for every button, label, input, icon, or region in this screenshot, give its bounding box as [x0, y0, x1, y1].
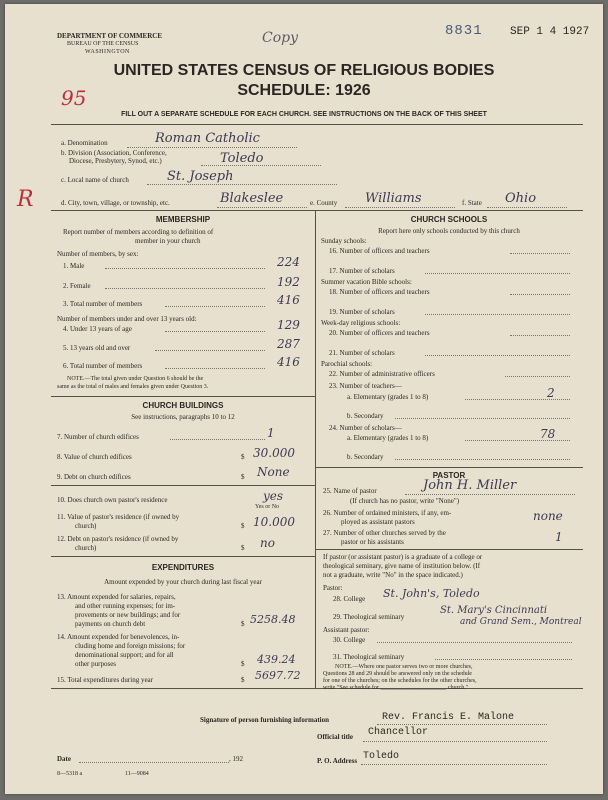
date-label: Date [57, 755, 71, 763]
pastor-note-2: Questions 28 and 29 should be answered only on the schedule [323, 671, 472, 677]
city-label: d. City, town, village, or township, etc. [61, 199, 170, 207]
q2-value: 192 [277, 275, 300, 289]
column-divider [315, 210, 316, 688]
q16-label: 16. Number of officers and teachers [329, 247, 430, 255]
city-value: Blakeslee [220, 191, 284, 206]
pastor-note-3: for one of the churches; on the schedules for the other churches, [323, 678, 477, 684]
q9-dollar: $ [241, 473, 245, 481]
fill-line [127, 147, 297, 148]
fill-line [510, 253, 570, 254]
yes-no-hint: Yes or No [255, 504, 280, 510]
buildings-title: CHURCH BUILDINGS [142, 401, 224, 410]
q14-dollar: $ [241, 660, 245, 668]
graduate-note-2: theological seminary, give name of institution below. (If [323, 562, 481, 570]
copy-mark: Copy [262, 30, 299, 46]
q22-label: 22. Number of administrative officers [329, 370, 435, 378]
schools-intro: Report here only schools conducted by this church [378, 227, 520, 235]
division-label-2: Diocese, Presbytery, Synod, etc.) [69, 157, 162, 165]
q25-value: John H. Miller [423, 478, 517, 493]
pastor-note-1: NOTE.—Where one pastor serves two or more churches, [335, 664, 473, 670]
q30-label: 30. College [333, 636, 366, 644]
q4-label: 4. Under 13 years of age [63, 325, 132, 333]
q5-value: 287 [277, 337, 300, 351]
denomination-label: a. Denomination [61, 139, 108, 147]
state-value: Ohio [505, 191, 537, 206]
membership-intro-2: member in your church [135, 237, 201, 245]
fill-line [505, 376, 570, 377]
fill-line [395, 459, 570, 460]
by-sex-label: Number of members, by sex: [57, 250, 139, 258]
signature-value: Rev. Francis E. Malone [382, 712, 515, 723]
age-intro-label: Number of members under and over 13 years old: [57, 315, 197, 323]
fill-line [425, 355, 570, 356]
county-label: e. County [310, 199, 338, 207]
fill-line [165, 306, 265, 307]
rule [51, 396, 315, 397]
q26-label-1: 26. Number of ordained ministers, if any, em- [323, 509, 452, 517]
q3-label: 3. Total number of members [63, 300, 143, 308]
q17-label: 17. Number of scholars [329, 267, 395, 275]
signature-label: Signature of person furnishing information [200, 716, 329, 724]
fill-line [405, 494, 575, 495]
fill-line [425, 314, 570, 315]
q5-label: 5. 13 years old and over [63, 344, 131, 352]
serial-number: 8831 [445, 23, 483, 39]
q1-value: 224 [277, 255, 300, 269]
q28-value: St. John's, Toledo [383, 587, 480, 600]
q13-label-1: 13. Amount expended for salaries, repairs, [57, 593, 176, 601]
fill-line [510, 294, 570, 295]
q14-label-2: cluding home and foreign missions; for [75, 642, 186, 650]
fill-line [487, 207, 567, 208]
fill-line [217, 207, 307, 208]
q13-label-3: provements or new buildings; and for [75, 611, 181, 619]
q8-label: 8. Value of church edifices [57, 453, 132, 461]
expenditures-intro: Amount expended by your church during last fiscal year [104, 578, 262, 586]
q20-label: 20. Number of officers and teachers [329, 329, 430, 337]
membership-note-2: same as the total of males and females given under Question 3. [57, 384, 209, 390]
q9-label: 9. Debt on church edifices [57, 473, 131, 481]
q31-label: 31. Theological seminary [333, 653, 405, 661]
official-title-label: Official title [317, 733, 353, 741]
fill-line [363, 741, 547, 742]
fill-line [105, 268, 265, 269]
sunday-label: Sunday schools: [321, 237, 367, 245]
q29-label: 29. Theological seminary [333, 613, 405, 621]
print-number: 11—9084 [125, 771, 149, 777]
q13-label-4: payments on church debt [75, 620, 146, 628]
schools-title: CHURCH SCHOOLS [410, 215, 488, 224]
q14-label-4: other purposes [75, 660, 117, 668]
q1-label: 1. Male [63, 262, 85, 270]
bureau-heading: BUREAU OF THE CENSUS [67, 41, 139, 47]
division-value: Toledo [220, 151, 264, 166]
rule [51, 556, 315, 557]
q6-label: 6. Total number of members [63, 362, 143, 370]
form-title: UNITED STATES CENSUS OF RELIGIOUS BODIES [113, 62, 495, 79]
q13-dollar: $ [241, 620, 245, 628]
fill-line [155, 350, 265, 351]
q28-label: 28. College [333, 595, 366, 603]
fill-line [510, 335, 570, 336]
form-number: 8—5318 a [57, 771, 83, 777]
q12-label-2: church) [75, 544, 97, 552]
q19-label: 19. Number of scholars [329, 308, 395, 316]
church-name-label: c. Local name of church [61, 176, 129, 184]
q26-value: none [533, 509, 563, 523]
q11-label-1: 11. Value of pastor's residence (if owned by [57, 513, 180, 521]
q23-label: 23. Number of teachers— [329, 382, 402, 390]
q25-label: 25. Name of pastor [323, 487, 377, 495]
q8-dollar: $ [241, 453, 245, 461]
q23a-label: a. Elementary (grades 1 to 8) [347, 393, 429, 401]
q7-value: 1 [267, 426, 275, 440]
q25-hint: (If church has no pastor, write "None") [350, 497, 460, 505]
q11-label-2: church) [75, 522, 97, 530]
pastor-subhead: Pastor: [323, 584, 343, 592]
q7-label: 7. Number of church edifices [57, 433, 139, 441]
fill-line [435, 659, 572, 660]
q27-label-1: 27. Number of other churches served by the [323, 529, 446, 537]
q21-label: 21. Number of scholars [329, 349, 395, 357]
margin-r-mark: R [17, 187, 34, 212]
form-subtitle: SCHEDULE: 1926 [237, 82, 371, 99]
dept-heading: DEPARTMENT OF COMMERCE [57, 32, 163, 40]
q11-dollar: $ [241, 522, 245, 530]
po-address-value: Toledo [363, 751, 400, 762]
rule [51, 124, 583, 125]
instructions-line: FILL OUT A SEPARATE SCHEDULE FOR EACH CHURCH. SEE INSTRUCTIONS ON THE BACK OF THIS SHEET [121, 111, 487, 118]
margin-number: 95 [61, 86, 87, 110]
q3-value: 416 [277, 293, 300, 307]
parochial-label: Parochial schools: [321, 360, 373, 368]
city-heading: WASHINGTON [85, 49, 130, 55]
buildings-intro: See instructions, paragraphs 10 to 12 [131, 413, 235, 421]
expenditures-title: EXPENDITURES [151, 563, 215, 572]
q23b-label: b. Secondary [347, 412, 384, 420]
q26-label-2: ployed as assistant pastors [341, 518, 415, 526]
q13-value: 5258.48 [250, 613, 296, 626]
q29-value-1: St. Mary's Cincinnati [440, 605, 548, 616]
q6-value: 416 [277, 355, 300, 369]
church-name-value: St. Joseph [167, 169, 234, 184]
rule [51, 688, 583, 689]
fill-line [377, 642, 572, 643]
q27-label-2: pastor or his assistants [341, 538, 404, 546]
membership-intro-1: Report number of members according to definition of [63, 228, 214, 236]
fill-line [170, 439, 265, 440]
fill-line [377, 724, 547, 725]
fill-line [147, 184, 337, 185]
po-address-label: P. O. Address [317, 757, 358, 765]
q14-label-3: denominational support; and for all [75, 651, 174, 659]
q11-value: 10.000 [253, 515, 295, 529]
q14-label-1: 14. Amount expended for benevolences, in- [57, 633, 180, 641]
summer-label: Summer vacation Bible schools: [321, 278, 412, 286]
census-schedule-sheet [5, 4, 603, 794]
q12-dollar: $ [241, 544, 245, 552]
received-date-stamp: SEP 1 4 1927 [510, 26, 590, 38]
q18-label: 18. Number of officers and teachers [329, 288, 430, 296]
denomination-value: Roman Catholic [155, 131, 260, 146]
q2-label: 2. Female [63, 282, 91, 290]
q12-value: no [260, 536, 275, 550]
fill-line [395, 418, 570, 419]
rule [51, 485, 315, 486]
fill-line [425, 273, 570, 274]
q24a-label: a. Elementary (grades 1 to 8) [347, 434, 429, 442]
q23a-value: 2 [547, 386, 555, 400]
q12-label-1: 12. Debt on pastor's residence (if owned by [57, 535, 179, 543]
fill-line [165, 331, 265, 332]
assistant-subhead: Assistant pastor: [323, 626, 370, 634]
fill-line [79, 762, 229, 763]
q24a-value: 78 [540, 427, 556, 441]
q9-value: None [257, 465, 290, 479]
date-year: , 192 [229, 755, 243, 763]
membership-title: MEMBERSHIP [155, 215, 211, 224]
q24b-label: b. Secondary [347, 453, 384, 461]
q10-label: 10. Does church own pastor's residence [57, 496, 168, 504]
fill-line [361, 764, 547, 765]
fill-line [201, 165, 321, 166]
pastor-note-4: write "See schedule for ______________________ church." [323, 685, 469, 691]
fill-line [165, 368, 265, 369]
graduate-note-3: not a graduate, write "No" in the space indicated.) [323, 571, 463, 579]
rule [315, 467, 583, 468]
q15-dollar: $ [241, 676, 245, 684]
pastor-title: PASTOR [432, 471, 466, 480]
membership-note-1: NOTE.—The total given under Question 6 should be the [67, 376, 204, 382]
q15-label: 15. Total expenditures during year [57, 676, 153, 684]
q4-value: 129 [277, 318, 300, 332]
official-title-value: Chancellor [368, 727, 429, 738]
rule [315, 549, 583, 550]
q29-value-2: and Grand Sem., Montreal [460, 617, 582, 627]
q24-label: 24. Number of scholars— [329, 424, 402, 432]
rule [51, 210, 583, 211]
weekday-label: Week-day religious schools: [321, 319, 401, 327]
fill-line [105, 288, 265, 289]
q14-value: 439.24 [257, 653, 296, 666]
graduate-note-1: If pastor (or assistant pastor) is a graduate of a college or [323, 553, 483, 561]
division-label-1: b. Division (Association, Conference, [61, 149, 167, 157]
q10-value: yes [263, 489, 284, 503]
state-label: f. State [462, 199, 482, 207]
fill-line [345, 207, 455, 208]
county-value: Williams [365, 191, 422, 206]
q15-value: 5697.72 [255, 669, 301, 682]
q27-value: 1 [555, 530, 563, 544]
q13-label-2: and other running expenses; for im- [75, 602, 176, 610]
q8-value: 30.000 [253, 446, 295, 460]
